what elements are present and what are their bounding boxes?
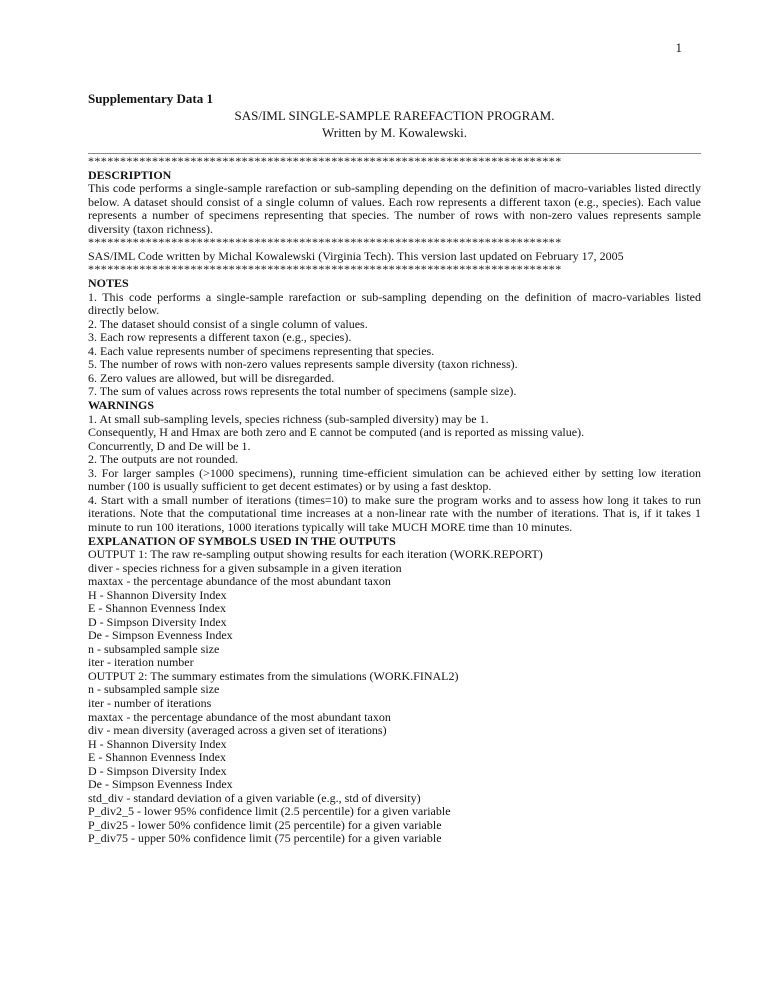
output2-symbol: n - subsampled sample size bbox=[88, 682, 220, 697]
output2-symbol: D - Simpson Diversity Index bbox=[88, 763, 227, 778]
document-title: SAS/IML SINGLE-SAMPLE RAREFACTION PROGRAM. bbox=[234, 108, 555, 123]
output1-symbol: maxtax - the percentage abundance of the most abundant taxon bbox=[88, 574, 391, 589]
document-content bbox=[88, 90, 701, 846]
warnings-item: 1. At small sub-sampling levels, species richness (sub-sampled diversity) may be 1. bbox=[88, 411, 489, 426]
explanation-heading: EXPLANATION OF SYMBOLS USED IN THE OUTPUTS bbox=[88, 533, 396, 548]
output2-symbol: maxtax - the percentage abundance of the most abundant taxon bbox=[88, 709, 391, 724]
notes-list bbox=[88, 291, 701, 399]
asterisk-separator: ************************************************************************** bbox=[88, 155, 562, 168]
asterisk-separator: ************************************************************************** bbox=[88, 263, 562, 277]
description-body: This code performs a single-sample rarefaction or sub-sampling depending on the definition of macro-variables listed directly below. A dataset should consist of a single column of values. Each row represents a different taxon (e.g., species). Each value represents a number of specimens representing that species. The number of rows with non-zero values represents sample diversity (taxon richness). bbox=[88, 181, 701, 236]
output2-title: OUTPUT 2: The summary estimates from the simulations (WORK.FINAL2) bbox=[88, 669, 459, 684]
document-byline: Written by M. Kowalewski. bbox=[322, 125, 467, 140]
warnings-item: Consequently, H and Hmax are both zero and E cannot be computed (and is reported as missing value). bbox=[88, 425, 585, 440]
output2-symbol: P_div2_5 - lower 95% confidence limit (2.5 percentile) for a given variable bbox=[88, 804, 451, 819]
warnings-list bbox=[88, 413, 701, 535]
output1-symbol: diver - species richness for a given subsample in a given iteration bbox=[88, 560, 402, 575]
description-heading: DESCRIPTION bbox=[88, 167, 172, 182]
output2-symbol: H - Shannon Diversity Index bbox=[88, 736, 227, 751]
notes-item: 4. Each value represents number of specimens representing that species. bbox=[88, 343, 435, 358]
output1-symbol: De - Simpson Evenness Index bbox=[88, 628, 233, 643]
output2-symbol: iter - number of iterations bbox=[88, 695, 212, 710]
horizontal-rule bbox=[88, 153, 701, 154]
notes-heading: NOTES bbox=[88, 275, 129, 290]
output2-symbol: div - mean diversity (averaged across a given set of iterations) bbox=[88, 723, 387, 738]
asterisk-separator: ************************************************************************** bbox=[88, 236, 562, 250]
notes-item: 6. Zero values are allowed, but will be disregarded. bbox=[88, 370, 335, 385]
notes-item: 5. The number of rows with non-zero values represents sample diversity (taxon richness). bbox=[88, 357, 518, 372]
output2-symbol: De - Simpson Evenness Index bbox=[88, 777, 233, 792]
warnings-item: 4. Start with a small number of iterations (times=10) to make sure the program works and to assess how long it takes to run iterations. Note that the computational time increases at a non-linear rate with the number of iterations. That is, if it takes 1 minute to run 100 iterations, 1000 iterations typically will take MUCH MORE time than 10 minutes. bbox=[88, 492, 701, 534]
warnings-item: Concurrently, D and De will be 1. bbox=[88, 438, 251, 453]
notes-item: 2. The dataset should consist of a single column of values. bbox=[88, 316, 368, 331]
output2-symbol: std_div - standard deviation of a given variable (e.g., std of diversity) bbox=[88, 790, 421, 805]
output1-symbol: E - Shannon Evenness Index bbox=[88, 601, 226, 616]
notes-item: 1. This code performs a single-sample rarefaction or sub-sampling depending on the definition of macro-variables listed directly below. bbox=[88, 289, 701, 318]
output2-symbol: E - Shannon Evenness Index bbox=[88, 750, 226, 765]
warnings-item: 3. For larger samples (>1000 specimens), running time-efficient simulation can be achieved either by setting low iteration number (100 is usually sufficient to get decent estimates) or by using a fast desktop. bbox=[88, 465, 701, 494]
credit-line: SAS/IML Code written by Michal Kowalewski (Virginia Tech). This version last updated on February 17, 2005 bbox=[88, 248, 624, 263]
warnings-item: 2. The outputs are not rounded. bbox=[88, 452, 239, 467]
output1-symbol: n - subsampled sample size bbox=[88, 641, 220, 656]
output2-symbol: P_div75 - upper 50% confidence limit (75 percentile) for a given variable bbox=[88, 831, 442, 846]
output2-symbol-list bbox=[88, 683, 701, 846]
output1-symbol: H - Shannon Diversity Index bbox=[88, 587, 227, 602]
warnings-heading: WARNINGS bbox=[88, 397, 155, 412]
output1-title: OUTPUT 1: The raw re-sampling output showing results for each iteration (WORK.REPORT) bbox=[88, 547, 543, 562]
output2-symbol: P_div25 - lower 50% confidence limit (25 percentile) for a given variable bbox=[88, 817, 442, 832]
supplement-label: Supplementary Data 1 bbox=[88, 91, 213, 106]
output1-symbol: iter - iteration number bbox=[88, 655, 194, 670]
output1-symbol: D - Simpson Diversity Index bbox=[88, 614, 227, 629]
output1-symbol-list bbox=[88, 562, 701, 670]
notes-item: 7. The sum of values across rows represents the total number of specimens (sample size). bbox=[88, 384, 517, 399]
page-number: 1 bbox=[675, 40, 682, 55]
notes-item: 3. Each row represents a different taxon (e.g., species). bbox=[88, 330, 352, 345]
